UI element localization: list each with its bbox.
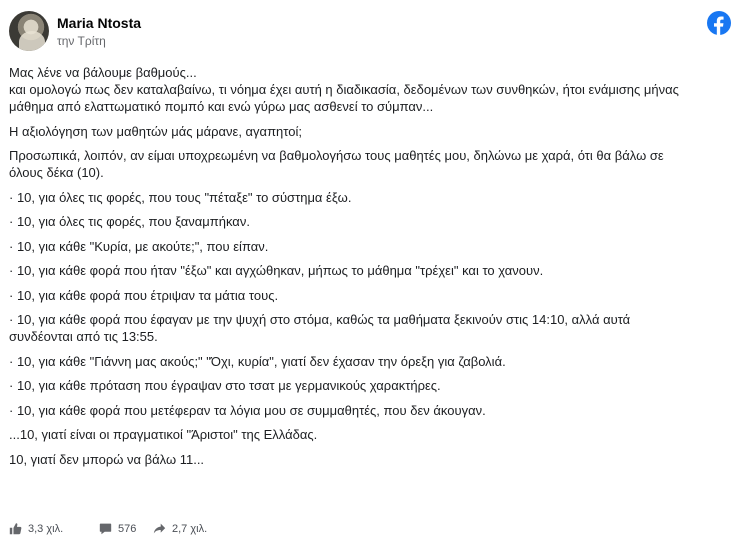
author-avatar[interactable] bbox=[9, 11, 49, 51]
shares-value: 2,7 χιλ. bbox=[172, 522, 208, 535]
author-name[interactable]: Maria Ntosta bbox=[57, 15, 142, 31]
post-paragraph: · 10, για κάθε φορά που μετέφεραν τα λόγια μου σε συμμαθητές, που δεν άκουγαν. bbox=[9, 402, 486, 418]
post-body bbox=[9, 64, 734, 475]
post-paragraph: Η αξιολόγηση των μαθητών μάς μάρανε, αγαπητοί; bbox=[9, 123, 302, 139]
comment-bubble-icon bbox=[99, 522, 112, 535]
post-paragraph: · 10, για κάθε "Κυρία, με ακούτε;", που είπαν. bbox=[9, 238, 269, 254]
thumbs-up-icon bbox=[9, 522, 22, 535]
likes-value: 3,3 χιλ. bbox=[28, 522, 64, 535]
facebook-logo-icon[interactable] bbox=[707, 11, 731, 35]
post-footer bbox=[9, 522, 733, 542]
comments-count[interactable] bbox=[99, 522, 136, 535]
post-paragraph: · 10, για κάθε φορά που έτριψαν τα μάτια τους. bbox=[9, 287, 279, 303]
post-header bbox=[9, 11, 732, 55]
post-paragraph: ...10, γιατί είναι οι πραγματικοί "Άριστοι" της Ελλάδας. bbox=[9, 427, 318, 442]
share-arrow-icon bbox=[153, 522, 166, 535]
post-paragraph: · 10, για κάθε φορά που έφαγαν με την ψυχή στο στόμα, καθώς τα μαθήματα ξεκινούν στις 14:10, αλλά αυτά συνδέονται από τις 13:55. bbox=[9, 312, 631, 344]
post-timestamp[interactable]: την Τρίτη bbox=[57, 34, 106, 48]
shares-count[interactable] bbox=[153, 522, 207, 535]
likes-count[interactable] bbox=[9, 522, 63, 535]
comments-value: 576 bbox=[118, 522, 137, 535]
post-paragraph: · 10, για όλες τις φορές, που τους "πέταξε" το σύστημα έξω. bbox=[9, 189, 352, 205]
post-paragraph: 10, γιατί δεν μπορώ να βάλω 11... bbox=[9, 451, 205, 467]
post-paragraph: · 10, για κάθε φορά που ήταν "έξω" και αγχώθηκαν, μήπως το μάθημα "τρέχει" και το χανουν. bbox=[9, 263, 544, 278]
post-paragraph: Προσωπικά, λοιπόν, αν είμαι υποχρεωμένη να βαθμολογήσω τους μαθητές μου, δηλώνω με χαρά, ότι θα βάλω σε όλους δέκα (10). bbox=[9, 148, 664, 180]
post-paragraph: · 10, για κάθε πρόταση που έγραψαν στο τσατ με γερμανικούς χαρακτήρες. bbox=[9, 378, 441, 393]
post-paragraph: · 10, για κάθε "Γιάννη μας ακούς;" "Όχι, κυρία", γιατί δεν έχασαν την όρεξη για ζαβολιά. bbox=[9, 353, 506, 369]
post-paragraph: Μας λένε να βάλουμε βαθμούς... και ομολογώ πως δεν καταλαβαίνω, τι νόημα έχει αυτή η διαδικασία, δεδομένων των συνθηκών, ήτοι ενάμισης μήνας μάθημα από ελαττωματικό πομπό και ενώ γύρω μας ασθενεί το σύμπαν... bbox=[9, 65, 679, 114]
post-paragraph: · 10, για όλες τις φορές, που ξαναμπήκαν. bbox=[9, 214, 250, 229]
